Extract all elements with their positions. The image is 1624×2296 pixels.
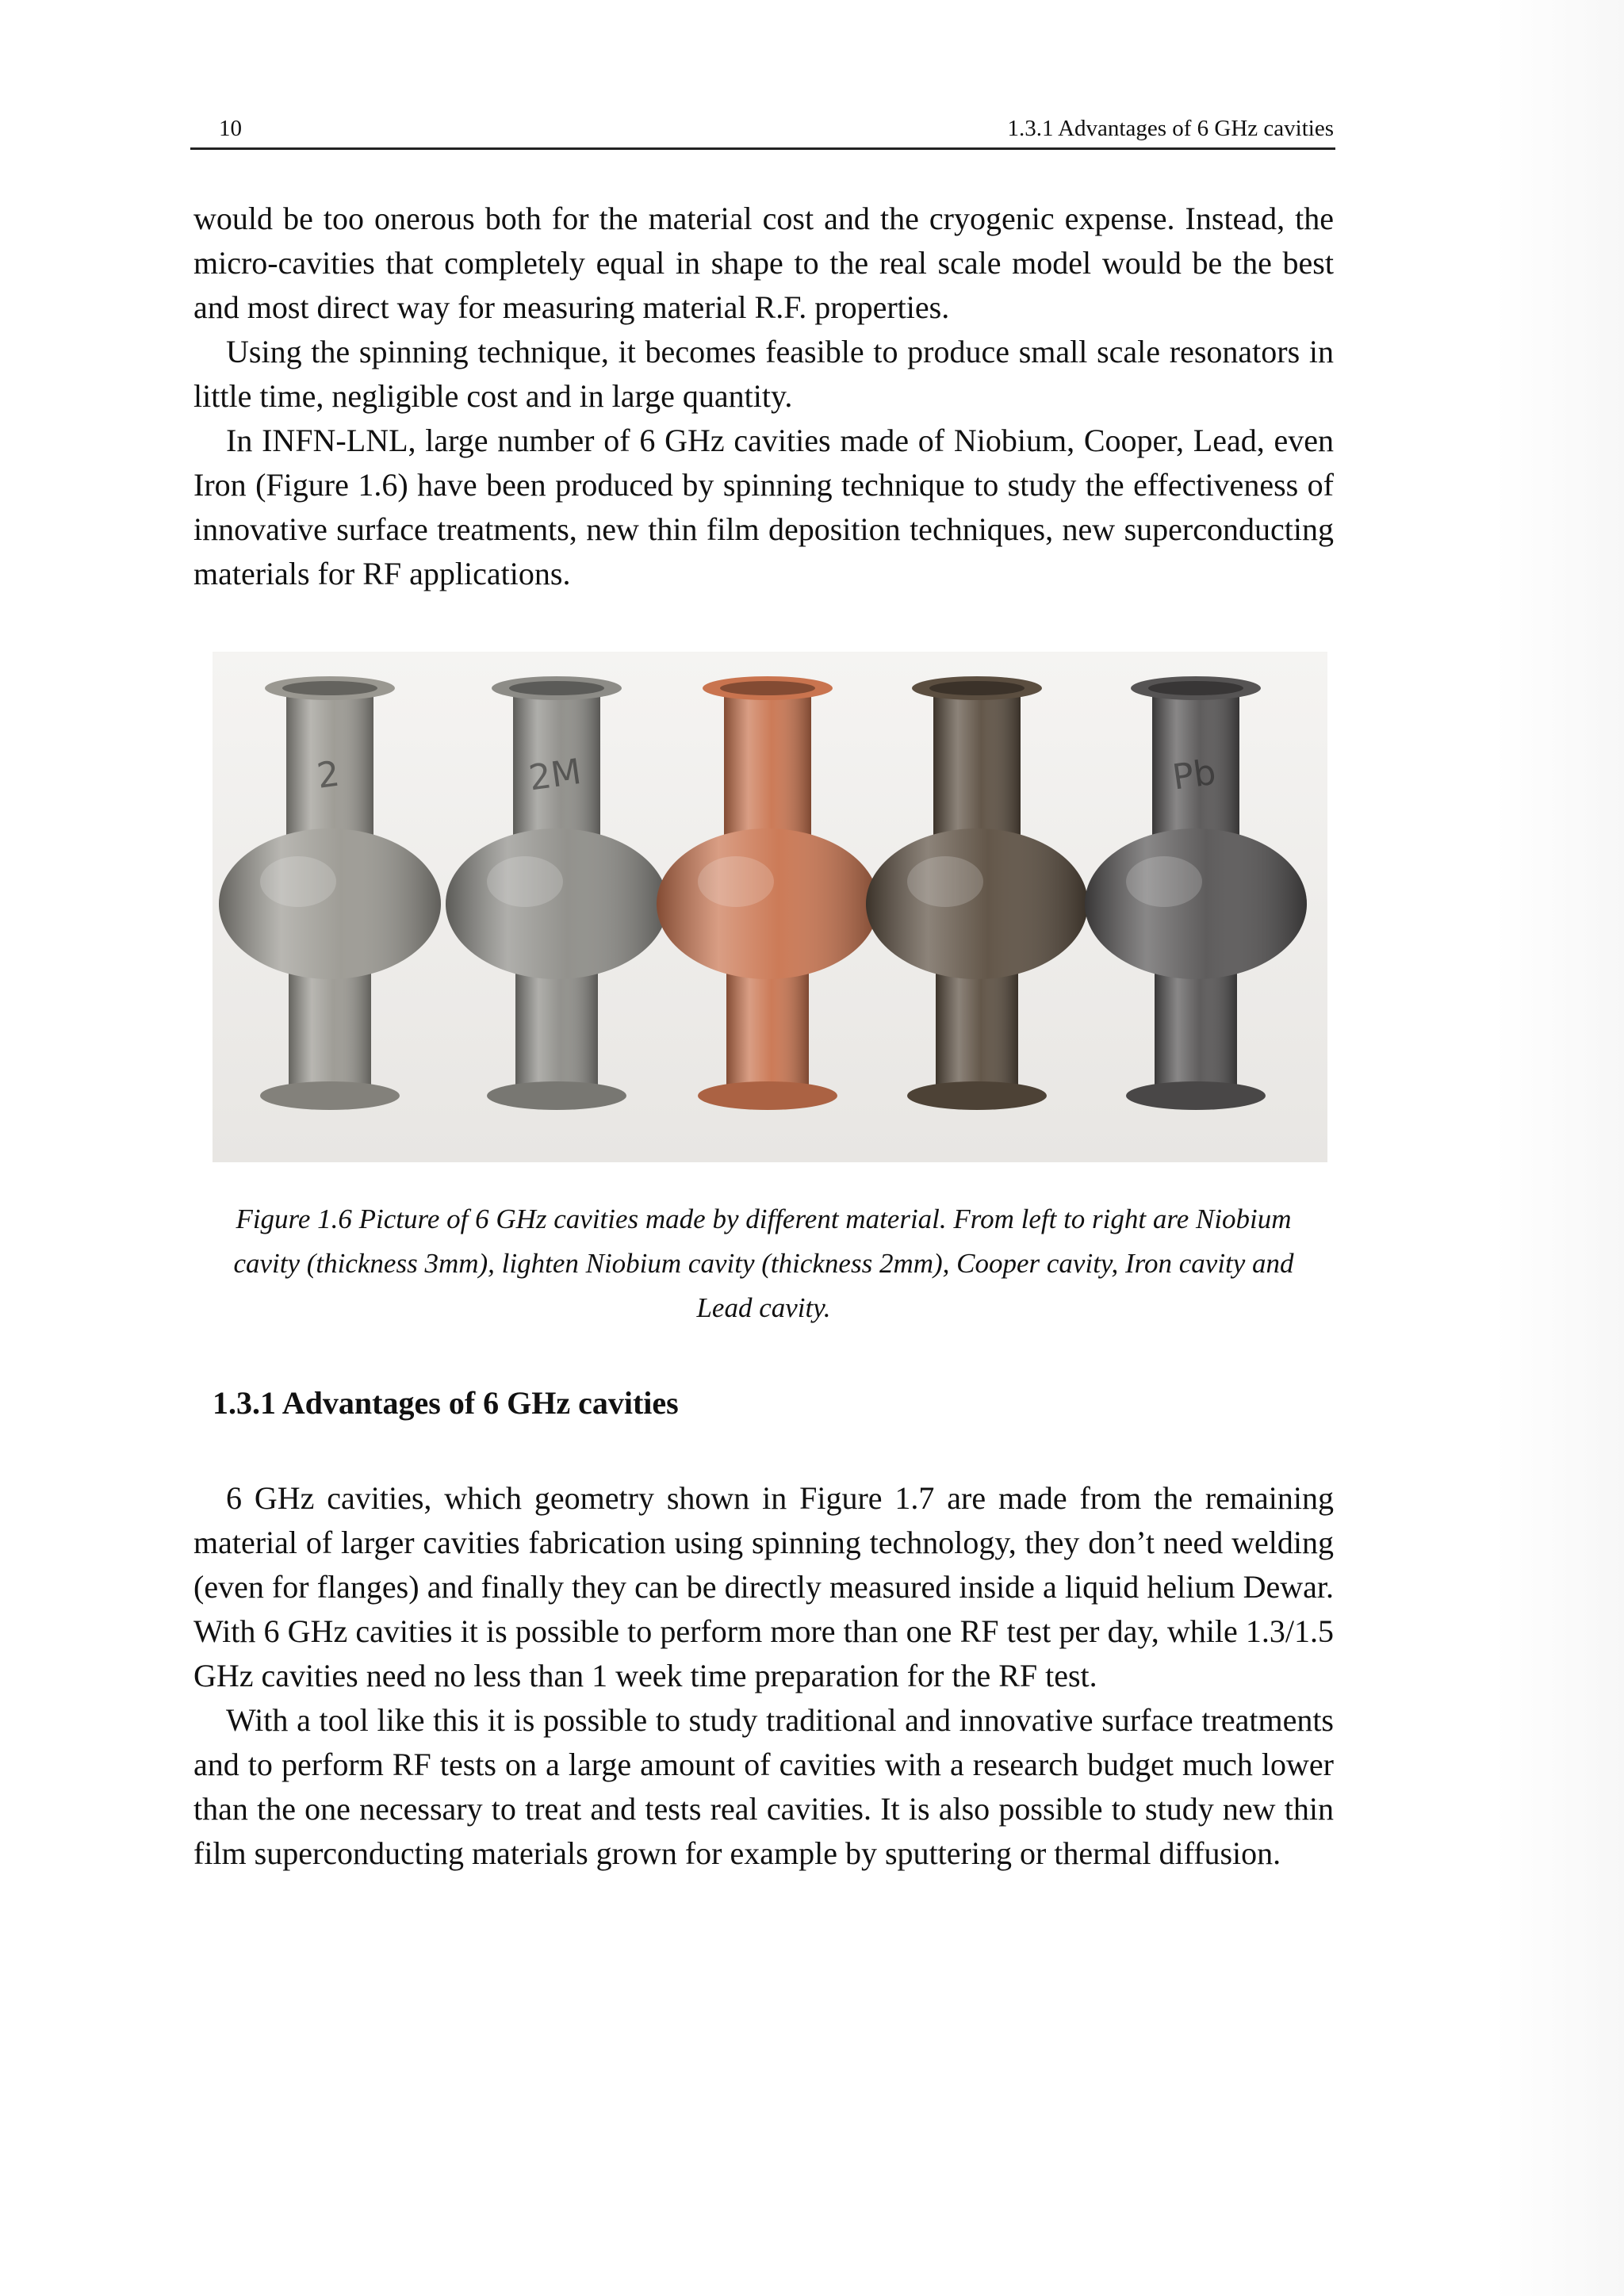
cavity-top-opening (509, 681, 604, 695)
cavity-top-opening (1148, 681, 1243, 695)
cavity-top-tube-shading (724, 690, 811, 840)
caption-line: cavity (thickness 3mm), lighten Niobium cavity (thickness 2mm), Cooper cavity, Iron cavity and (233, 1248, 1294, 1279)
paragraph-spinning: Using the spinning technique, it becomes feasible to produce small scale resonators in little time, negligible cost and in large quantity. (193, 334, 1334, 414)
caption-line: Lead cavity. (696, 1292, 831, 1323)
cavity-cell-shading (446, 828, 668, 979)
cavity-marking: 2M (526, 751, 584, 799)
paragraph-infn-lnl: In INFN-LNL, large number of 6 GHz cavities made of Niobium, Cooper, Lead, even Iron (Figure 1.6) have been produced by spinning technique to study the effectiveness of innovative surface treatments, new thin film deposition techniques, new superconducting materials for RF applications. (193, 423, 1334, 591)
cavity-top-opening (282, 681, 377, 695)
cavity-bottom-flange-shading (260, 1081, 400, 1110)
cavity-bottom-flange-shading (698, 1081, 837, 1110)
running-header (190, 113, 1335, 150)
section-body-text (193, 1476, 1334, 1876)
paragraph-continued: would be too onerous both for the material cost and the cryogenic expense. Instead, the micro-cavities that completely equal in shape to the real scale model would be the best and most direct way for measuring material R.F. properties. (193, 201, 1334, 325)
cavity-top-tube-shading (933, 690, 1021, 840)
cavity-top-opening (720, 681, 815, 695)
cavity-cell-highlight (698, 856, 774, 907)
subsection-heading: 1.3.1 Advantages of 6 GHz cavities (213, 1385, 679, 1421)
cavity-cell-shading (219, 828, 441, 979)
running-section-title: 1.3.1 Advantages of 6 GHz cavities (1007, 116, 1334, 141)
caption-line: Figure 1.6 Picture of 6 GHz cavities made by different material. From left to right are Niobium (236, 1203, 1292, 1234)
cavity-cell-shading (866, 828, 1088, 979)
paragraph-tool-benefits: With a tool like this it is possible to study traditional and innovative surface treatments and to perform RF tests on a large amount of cavities with a research budget much lower than the one necessary to treat and tests real cavities. It is also possible to study new thin film superconducting materials grown for example by sputtering or thermal diffusion. (193, 1702, 1334, 1871)
cavity-cell-highlight (260, 856, 336, 907)
cavity-marking: 2 (314, 753, 343, 797)
figure-1-6-cavities-photo (213, 652, 1327, 1162)
cavity-cell-shading (657, 828, 879, 979)
figure-caption (197, 1197, 1331, 1330)
cavity-bottom-flange-shading (907, 1081, 1047, 1110)
cavity-bottom-flange-shading (487, 1081, 626, 1110)
cavity-top-opening (929, 681, 1025, 695)
paragraph-6ghz-cavities: 6 GHz cavities, which geometry shown in Figure 1.7 are made from the remaining material of larger cavities fabrication using spinning technology, they don’t need welding (even for flanges) and finally they can be directly measured inside a liquid helium Dewar. With 6 GHz cavities it is possible to perform more than one RF test per day, while 1.3/1.5 GHz cavities need no less than 1 week time preparation for the RF test. (193, 1480, 1334, 1693)
cavity-cell-highlight (1126, 856, 1202, 907)
page-number: 10 (219, 116, 242, 141)
cavity-bottom-flange-shading (1126, 1081, 1266, 1110)
cavities-photograph (213, 652, 1327, 1162)
cavity-cell-highlight (487, 856, 563, 907)
cavity-cell-shading (1085, 828, 1307, 979)
top-body-text (193, 197, 1334, 596)
cavity-marking: Pb (1170, 752, 1219, 798)
cavity-cell-highlight (907, 856, 983, 907)
